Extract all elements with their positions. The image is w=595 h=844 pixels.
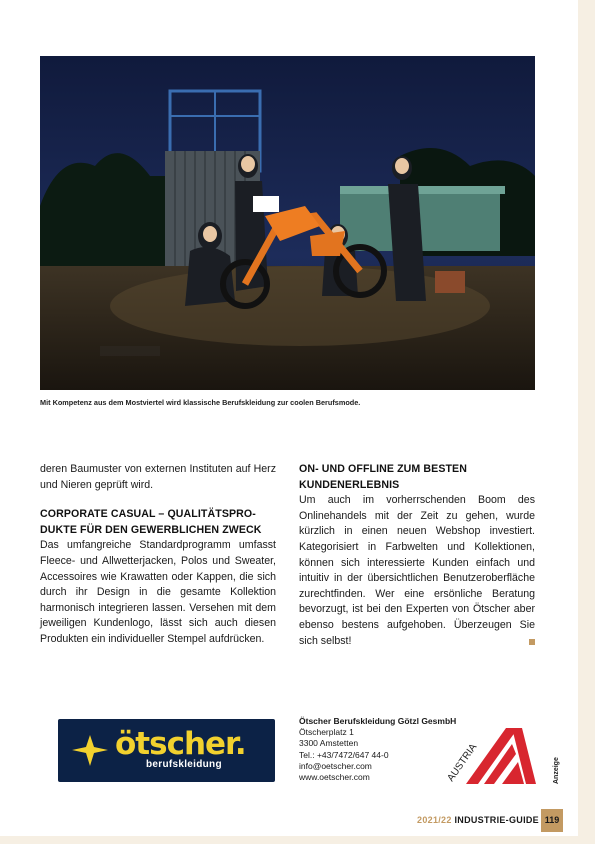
page-edge-strip	[578, 0, 595, 844]
street-address: Ötscherplatz 1	[299, 727, 354, 738]
phone-number: Tel.: +43/7472/647 44-0	[299, 749, 389, 760]
article-column-left	[40, 462, 276, 648]
austria-seal	[446, 726, 536, 786]
article-column-right	[299, 462, 535, 649]
page-footer	[417, 815, 539, 825]
feature-photo	[40, 56, 535, 390]
intro-paragraph: deren Baumuster von externen Instituten auf Herz und Nieren geprüft wird.	[40, 463, 276, 491]
ad-label: Anzeige	[553, 757, 560, 784]
contact-block	[299, 716, 456, 783]
body-paragraph-corporate-casual: Das umfangreiche Standardprogramm umfasst Fleece- und Allwetterjacken, Polos und Sweater, Accessoires wie Krawatten oder Kappen, die sich durch ihr Design in die gesamte Kollektion harmonisch integrieren lassen. Versehen mit dem jeweiligen Kundenlogo, lässt sich auch diesen Produkten ein individueller Stempel aufdrücken.	[40, 539, 276, 645]
body-paragraph-online-offline	[299, 493, 535, 649]
footer-guide-title: INDUSTRIE-GUIDE	[454, 815, 539, 825]
end-of-article-mark	[529, 639, 535, 645]
company-name: Ötscher Berufskleidung Götzl GesmbH	[299, 716, 457, 726]
footer-year: 2021/22	[417, 815, 452, 825]
section-heading-corporate-casual: CORPORATE CASUAL – QUALITÄTSPRO- DUKTE FÜR DEN GEWERBLICHEN ZWECK	[40, 508, 262, 536]
section-heading-online-offline: ON- UND OFFLINE ZUM BESTEN KUNDENERLEBNIS	[299, 463, 467, 491]
photo-caption: Mit Kompetenz aus dem Mostviertel wird klassische Berufskleidung zur coolen Berufsmode.	[40, 398, 361, 407]
email-address[interactable]: info@oetscher.com	[299, 760, 372, 771]
seal-text: AUSTRIA	[446, 741, 480, 784]
website-link[interactable]: www.oetscher.com	[299, 772, 370, 783]
logo-wordmark: ötscher.	[115, 726, 246, 762]
city-address: 3300 Amstetten	[299, 738, 359, 749]
oetscher-logo	[58, 719, 275, 782]
body-text-online-offline: Um auch im vorherrschenden Boom des Onlinehandels mit der Zeit zu gehen, wurde kürzlich in einen neuen Webshop investiert. Kategorisiert in Farbwelten und Kollektionen, können sich interessierte Kunden einfach und intuitiv in der übersichtlichen Benutzeroberfläche zurechtfinden. Wer eine ersönliche Beratung bevorzugt, ist bei den Experten von Ötscher aber ebenso bestens aufgehoben. Überzeugen Sie sich selbst!	[299, 494, 535, 647]
page-bottom-strip	[0, 836, 595, 844]
logo-tagline: berufskleidung	[146, 759, 222, 770]
page-number: 119	[541, 809, 563, 832]
